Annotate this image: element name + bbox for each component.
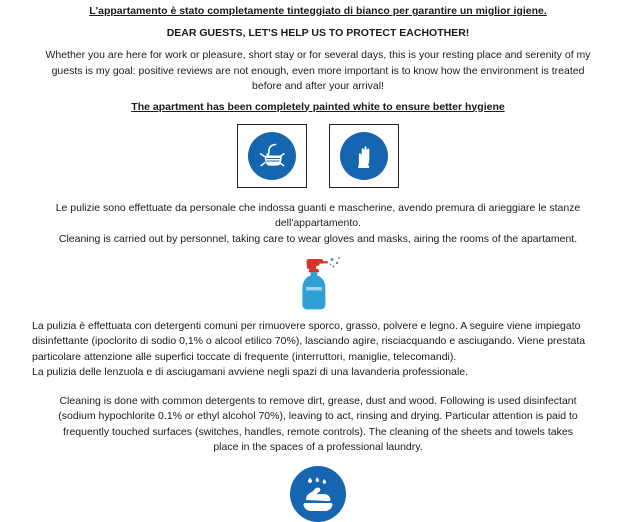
laundry-italian-paragraph: La pulizia delle lenzuola e di asciugamani avviene negli spazi di una lavanderia professionale. <box>32 366 469 378</box>
spray-bottle-icon <box>287 255 349 313</box>
page-title: L'appartamento è stato completamente tinteggiato di bianco per garantire un miglior igiene. <box>89 5 547 17</box>
wear-mask-sign <box>248 132 296 180</box>
detergent-italian-paragraph: La pulizia è effettuata con detergenti comuni per rimuovere sporco, grasso, polvere e legno. A seguire viene impiegato disinfettante (ipoclorito di sodio 0,1% o alcool etilico 70%), lasciando agire, risciacquando e asciugando. Viene prestata particolare attenzione alle superfici toccate di frequente (interruttori, maniglie, telecomandi). <box>32 319 586 363</box>
painted-white-note: The apartment has been completely painted white to ensure better hygiene <box>131 100 505 113</box>
spray-illustration <box>30 255 606 313</box>
gloves-sign-box <box>329 124 399 188</box>
mask-sign-box <box>237 124 307 188</box>
cleaning-en-line: Cleaning is carried out by personnel, taking care to wear gloves and masks, airing the rooms of the apartament. <box>58 232 578 245</box>
wash-hands-icon <box>290 466 346 522</box>
wear-gloves-sign <box>340 132 388 180</box>
dear-guests-heading: DEAR GUESTS, LET'S HELP US TO PROTECT EACHOTHER! <box>166 27 470 39</box>
wash-hands-illustration <box>30 466 606 522</box>
cleaning-it-line1: Le pulizie sono effettuate da personale che indossa guanti e mascherine, avendo premura di arieggiare le stanze <box>55 201 581 214</box>
safety-signs-row <box>30 124 606 188</box>
cleaning-it-line2: dell'appartamento. <box>274 216 362 229</box>
detergent-english-paragraph: Cleaning is done with common detergents to remove dirt, grease, dust and wood. Following is used disinfectant (sodium hypochlorite 0.1% or ethyl alcohol 70%), leaving to act, rinsing and drying. Particular attention is paid to frequently touched surfaces (switches, handles, remote controls). The cleaning of the sheets and towels takes place in the spaces of a professional laundry. <box>58 394 578 453</box>
cleaning-english-block <box>30 232 606 247</box>
cleaning-italian-block <box>30 201 606 231</box>
intro-paragraph: Whether you are here for work or pleasure, short stay or for several days, this is your resting place and serenity of my guests is my goal: positive reviews are not enough, even more important is to know how the environment is treated before and after your arrival! <box>45 49 591 92</box>
